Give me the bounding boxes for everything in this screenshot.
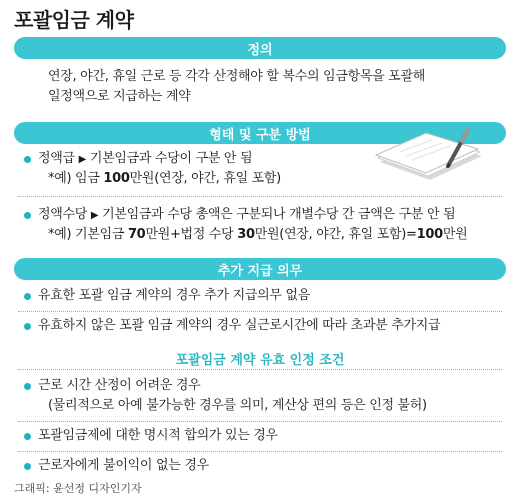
bullet-icon (24, 212, 31, 219)
divider (18, 421, 502, 422)
condition-item-1: 근로 시간 산정이 어려운 경우 (38, 378, 201, 393)
page-title: 포괄임금 계약 (14, 8, 134, 32)
type-item-2-example-prefix: *예) 기본임금 (48, 227, 128, 242)
type-item-2-example-allowance: 30 (237, 227, 255, 242)
type-item-2-example-base: 70 (127, 227, 146, 242)
bullet-icon (24, 323, 31, 330)
type-item-2-example-mid: 만원+법정 수당 (145, 227, 238, 242)
type-item-1-label: 정액급 (38, 151, 75, 166)
type-item-1 (38, 149, 252, 170)
type-item-1-example (48, 169, 281, 189)
bullet-icon (24, 383, 31, 390)
condition-item-1-note: (물리적으로 아예 불가능한 경우를 의미, 계산상 편의 등은 인정 불허) (48, 398, 427, 413)
condition-item-2: 포괄임금제에 대한 명시적 합의가 있는 경우 (38, 428, 278, 443)
section-header-types: 형태 및 구분 방법 (14, 122, 506, 144)
section-header-extra-pay: 추가 지급 의무 (14, 258, 506, 280)
divider (18, 196, 502, 197)
type-item-1-example-suffix: 만원(연장, 야간, 휴일 포함) (129, 171, 281, 186)
type-item-1-example-amount: 100 (103, 171, 130, 186)
bullet-icon (24, 156, 31, 163)
bullet-icon (24, 463, 31, 470)
type-item-2-example-total: 100 (416, 227, 443, 242)
extra-pay-item-1: 유효한 포괄 임금 계약의 경우 추가 지급의무 없음 (38, 288, 310, 303)
type-item-2-label: 정액수당 (38, 207, 88, 222)
triangle-right-icon: ▶ (90, 210, 99, 221)
definition-line-2: 일정액으로 지급하는 계약 (48, 89, 191, 104)
type-item-2-example-suffix: 만원 (442, 227, 468, 242)
graphic-credit: 그래픽: 윤선정 디자인기자 (14, 482, 142, 495)
type-item-2-desc: 기본임금과 수당 총액은 구분되나 개별수당 간 금액은 구분 안 됨 (102, 207, 456, 222)
type-item-2-example (48, 225, 467, 245)
section-header-definition: 정의 (14, 37, 506, 59)
bullet-icon (24, 293, 31, 300)
bullet-icon (24, 433, 31, 440)
divider (18, 451, 502, 452)
divider (18, 311, 502, 312)
type-item-2-example-mid2: 만원(연장, 야간, 휴일 포함)= (254, 227, 417, 242)
type-item-1-example-prefix: *예) 임금 (48, 171, 104, 186)
type-item-1-desc: 기본임금과 수당이 구분 안 됨 (89, 151, 253, 166)
divider (18, 369, 502, 370)
extra-pay-item-2: 유효하지 않은 포괄 임금 계약의 경우 실근로시간에 따라 초과분 추가지급 (38, 318, 441, 333)
condition-item-3: 근로자에게 불이익이 없는 경우 (38, 458, 209, 473)
type-item-2 (38, 205, 455, 226)
document-and-pen-icon (370, 122, 490, 184)
triangle-right-icon: ▶ (78, 154, 87, 165)
definition-line-1: 연장, 야간, 휴일 근로 등 각각 산정해야 할 복수의 임금항목을 포괄해 (48, 69, 425, 84)
section-header-conditions: 포괄임금 계약 유효 인정 조건 (175, 353, 345, 368)
